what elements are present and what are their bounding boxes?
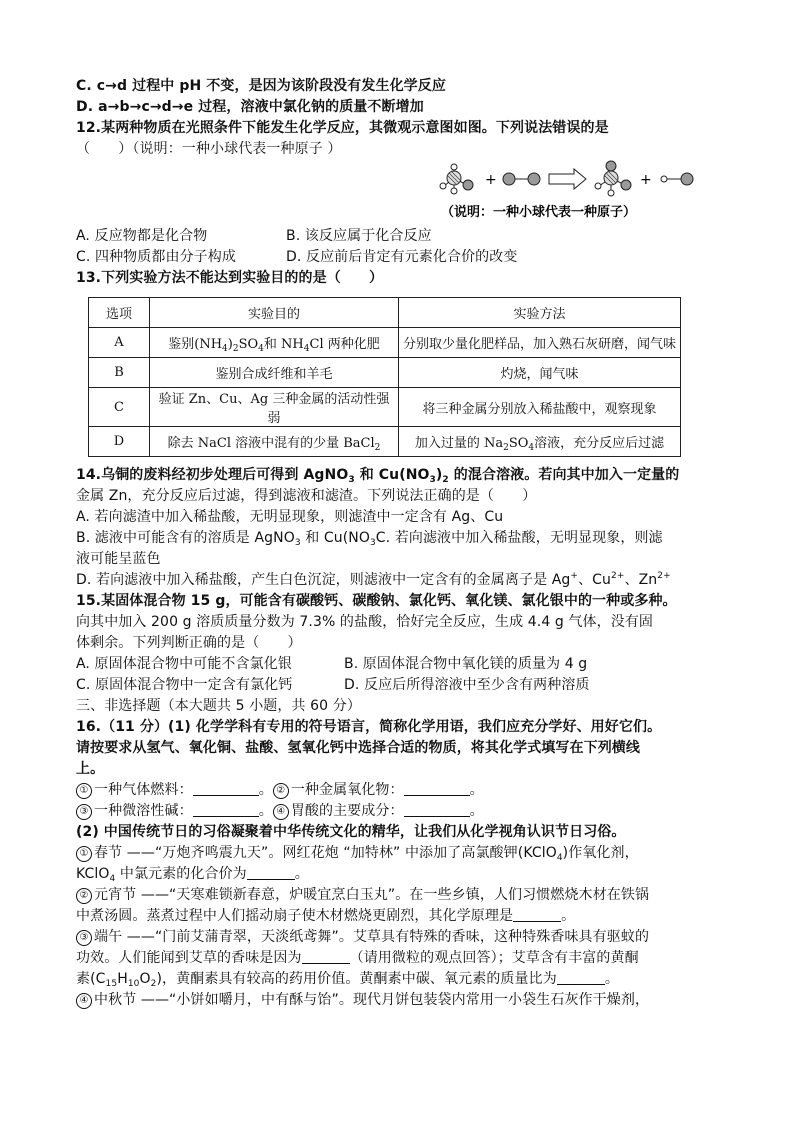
blank-stomach-acid[interactable] [404,802,470,817]
table-row [89,388,681,427]
circled-number-3: ③ [76,804,92,820]
table-header-row [89,298,681,328]
plus-sign-1: + [485,172,497,188]
table-cell-option: A [89,328,150,358]
table-header-method: 实验方法 [399,298,681,328]
table-cell-option: B [89,358,150,388]
question-13: 13.下列实验方法不能达到实验目的的是（ ） [76,270,384,286]
table-cell-goal: 鉴别$(NH_4)_2SO_4$和 $NH_4Cl$ 两种化肥 [150,328,399,358]
dragon-boat-line1: ③ 端午 ——“门前艾蒲青翠，天淡纸鸢舞”。艾草具有特殊的香味，这种特殊香味具有驱蚊的 [76,927,726,948]
mid-autumn-line1: ④ 中秋节 ——“小饼如嚼月，中有酥与饴”。现代月饼包装袋内常用一小袋生石灰作干燥剂， [76,990,726,1011]
circled-number-2: ② [273,783,289,799]
lantern-festival-line1: ② 元宵节 ——“天寒难锁新春意，炉暖宜烹白玉丸”。在一些乡镇，人们习惯燃烧木材在铁锅 [76,885,726,906]
question-14: 14.乌铜的废料经初步处理后可得到 AgNO$_3$ 和 $Cu(NO_3)_2$ 的混合溶液。若向其中加入一定量的 [76,467,680,485]
circled-number-4: ④ [273,804,289,820]
blank-row-2: ③ 一种微溶性碱： 。 ④ 胃酸的主要成分： 。 [76,801,726,822]
q14-option-a[interactable]: A. 若向滤渣中加入稀盐酸，无明显现象，则滤渣中一定含有 Ag、Cu [76,509,504,525]
question-16-line3: 上。 [76,761,105,777]
question-15-line2: 向其中加入 200 g 溶质质量分数为 7.3% 的盐酸，恰好完全反应，生成 4.4 g 气体，没有固 [76,614,654,630]
molecule-2-icon [503,173,540,185]
question-14-line2: 金属 Zn，充分反应后过滤，得到滤液和滤渣。下列说法正确的是（ ） [76,488,537,504]
molecule-3-icon [595,161,631,196]
table-cell-option: D [89,427,150,457]
question-16-line2: 请按要求从氢气、氧化铜、盐酸、氢氧化钙中选择合适的物质，将其化学式填写在下列横线 [76,740,640,756]
table-header-goal: 实验目的 [150,298,399,328]
question-15-line3: 体剩余。下列判断正确的是（ ） [76,635,302,651]
blank-row-1: ① 一种气体燃料： 。 ② 一种金属氧化物： 。 [76,780,726,801]
q15-option-b[interactable]: B. 原固体混合物中氧化镁的质量为 4 g [344,656,588,672]
blank-metal-oxide[interactable] [404,781,470,796]
question-12-options-ab [76,226,726,247]
diagram-caption: （说明：一种小球代表一种原子） [441,205,637,220]
blank-slightly-soluble-base[interactable] [193,802,259,817]
q15-options-ab [76,654,726,675]
section-3-heading: 三、非选择题（本大题共 5 小题，共 60 分） [76,698,361,714]
blank-chlorine-valence[interactable] [247,865,295,880]
table-row [89,358,681,388]
molecule-4-icon [661,173,693,185]
molecule-1-icon [440,164,473,194]
circled-number-1: ① [76,783,92,799]
table-cell-goal: 除去 NaCl 溶液中混有的少量 BaCl$_2$ [150,427,399,457]
q12-option-b[interactable]: B. 该反应属于化合反应 [286,228,432,244]
table-cell-option: C [89,388,150,427]
q15-options-cd [76,675,726,696]
question-15: 15.某固体混合物 15 g，可能含有碳酸钙、碳酸钠、氯化钙、氧化镁、氯化银中的一种或多种。 [76,593,677,609]
option-c-prev: C. c→d 过程中 pH 不变，是因为该阶段没有发生化学反应 [76,78,446,94]
plus-sign-2: + [640,172,652,188]
experiment-table [88,297,681,457]
table-cell-method: 加入过量的 $Na_2SO_4$溶液，充分反应后过滤 [399,427,681,457]
table-cell-method: 将三种金属分别放入稀盐酸中，观察现象 [399,388,681,427]
q12-option-c[interactable]: C. 四种物质都由分子构成 [76,249,236,265]
circled-number-3: ③ [76,930,92,946]
blank-gas-fuel[interactable] [193,781,259,796]
blank-combustion-principle[interactable] [513,907,561,922]
blank-mass-ratio[interactable] [557,970,605,985]
dragon-boat-line3: 素$(C_{15}H_{10}O_2)$，黄酮素具有较高的药用价值。黄酮素中碳、氧元素的质量比为 。 [76,971,619,989]
q14-option-c-cont: 液可能呈蓝色 [76,551,161,567]
circled-number-1: ① [76,846,92,862]
spring-festival-line2: KClO$_4$ 中氯元素的化合价为 。 [76,866,309,884]
molecule-reaction-svg [431,160,731,226]
table-cell-method: 灼烧，闻气味 [399,358,681,388]
q14-option-d[interactable]: D. 若向滤液中加入稀盐酸，产生白色沉淀，则滤液中一定含有的金属离子是 Ag+、$Cu^{2+}$、$Zn^{2+}$ [76,571,671,588]
question-12: 12.某两种物质在光照条件下能发生化学反应，其微观示意图如图。下列说法错误的是 [76,120,609,136]
question-12-options-cd [76,247,726,268]
exam-page [76,76,726,1011]
table-cell-goal: 鉴别合成纤维和羊毛 [150,358,399,388]
dragon-boat-line2: 功效。人们能闻到艾草的香味是因为 （请用微粒的观点回答）；艾草含有丰富的黄酮 [76,950,639,966]
table-row [89,328,681,358]
question-16: 16.（11 分）(1) 化学学科有专用的符号语言，简称化学用语，我们应充分学好、用好它们。 [76,719,662,735]
q12-option-d[interactable]: D. 反应前后肯定有元素化合价的改变 [286,249,518,265]
reaction-arrow-icon [549,169,586,189]
circled-number-4: ④ [76,993,92,1009]
reaction-diagram [76,160,726,226]
table-cell-method: 分别取少量化肥样品，加入熟石灰研磨，闻气味 [399,328,681,358]
q14-option-b[interactable]: B. 滤液中可能含有的溶质是 AgNO$_3$ 和 $Cu(NO_3C$. 若向滤液中加入稀盐酸，无明显现象，则滤 [76,530,663,548]
table-row [89,427,681,457]
blank-particle-view[interactable] [302,949,350,964]
spring-festival-line1: ① 春节 ——“万炮齐鸣震九天”。网红花炮 “加特林” 中添加了高氯酸钾(KClO$_4$)作氧化剂， [76,843,726,864]
table-cell-goal: 验证 Zn、Cu、Ag 三种金属的活动性强弱 [150,388,399,427]
q15-option-c[interactable]: C. 原固体混合物中一定含有氯化钙 [76,677,293,693]
option-d-prev: D. a→b→c→d→e 过程，溶液中氯化钠的质量不断增加 [76,99,424,115]
q12-option-a[interactable]: A. 反应物都是化合物 [76,228,208,244]
lantern-festival-line2: 中煮汤圆。蒸煮过程中人们摇动扇子使木材燃烧更剧烈，其化学原理是 。 [76,908,576,924]
table-header-option: 选项 [89,298,150,328]
circled-number-2: ② [76,888,92,904]
q15-option-d[interactable]: D. 反应后所得溶液中至少含有两种溶质 [344,677,590,693]
question-16-part-2: (2) 中国传统节日的习俗凝聚着中华传统文化的精华，让我们从化学视角认识节日习俗。 [76,824,626,840]
q15-option-a[interactable]: A. 原固体混合物中可能不含氯化银 [76,656,292,672]
question-12-note: （ ）（说明：一种小球代表一种原子 ） [76,141,342,157]
